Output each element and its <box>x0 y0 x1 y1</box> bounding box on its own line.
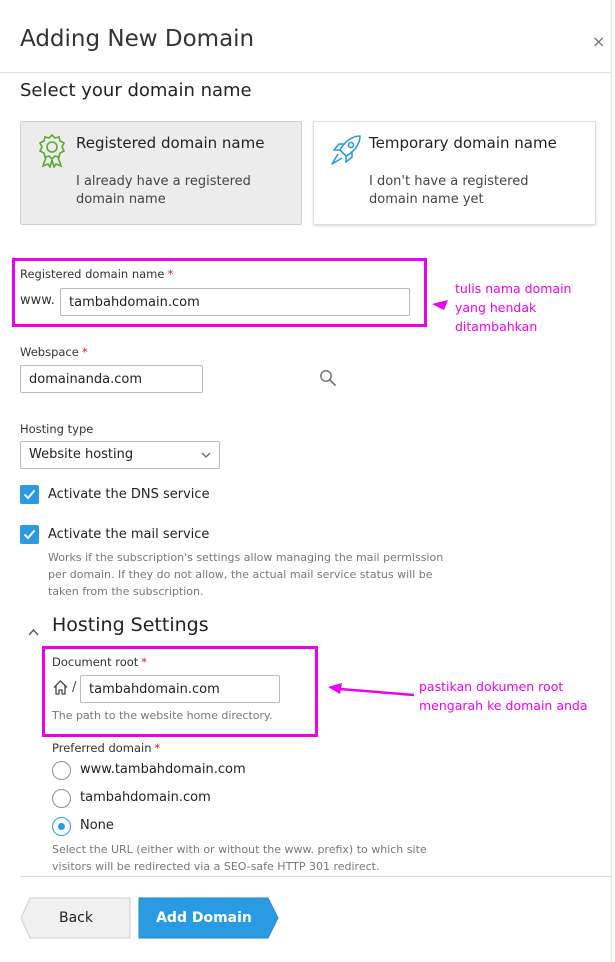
preferred-domain-label: Preferred domain * <box>52 741 161 755</box>
back-button[interactable]: Back <box>59 910 93 926</box>
search-icon[interactable] <box>319 369 337 391</box>
required-marker: * <box>167 267 174 281</box>
rocket-icon <box>330 134 362 170</box>
preferred-domain-radio-bare[interactable] <box>52 789 71 808</box>
badge-icon <box>38 134 66 172</box>
preferred-domain-hint: Select the URL (either with or without the www. prefix) to which site visitors will be redirected via a SEO-safe HTTP 301 redirect. <box>52 843 427 873</box>
www-prefix: www. <box>20 293 55 308</box>
hosting-type-select[interactable] <box>20 441 220 469</box>
preferred-domain-option-label: tambahdomain.com <box>80 790 211 805</box>
registered-domain-label: Registered domain name * <box>20 267 174 281</box>
annotation-arrow-icon <box>326 682 416 698</box>
footer-divider <box>20 876 612 877</box>
webspace-label: Webspace * <box>20 345 88 359</box>
close-icon[interactable]: × <box>592 32 606 51</box>
registered-domain-description: I already have a registered domain name <box>76 174 251 207</box>
chevron-down-icon <box>201 444 211 470</box>
hosting-settings-title: Hosting Settings <box>52 614 209 636</box>
required-marker: * <box>81 345 88 359</box>
preferred-domain-option-label: None <box>80 818 114 833</box>
required-marker: * <box>141 655 148 669</box>
temporary-domain-description: I don't have a registered domain name yet <box>369 174 529 207</box>
webspace-input[interactable] <box>20 365 203 393</box>
dns-service-label: Activate the DNS service <box>48 487 210 502</box>
add-domain-button[interactable]: Add Domain <box>156 910 252 926</box>
temporary-domain-card[interactable] <box>313 121 596 225</box>
annotation-root-note: pastikan dokumen root mengarah ke domain anda <box>419 679 588 713</box>
chevron-up-icon[interactable] <box>28 621 39 640</box>
mail-service-label: Activate the mail service <box>48 527 210 542</box>
dialog-right-border <box>611 0 612 962</box>
preferred-domain-radio-www[interactable] <box>52 761 71 780</box>
preferred-domain-option-label: www.tambahdomain.com <box>80 762 246 777</box>
annotation-arrow-icon <box>430 298 450 312</box>
section-title-domain: Select your domain name <box>20 80 252 101</box>
document-root-input[interactable] <box>80 675 280 703</box>
temporary-domain-title: Temporary domain name <box>369 134 557 152</box>
preferred-domain-radio-none[interactable] <box>52 817 71 836</box>
mail-service-hint: Works if the subscription's settings allow managing the mail permission per domain. If they do not allow, the actual mail service status will be taken from the subscription. <box>48 551 444 598</box>
dialog-title: Adding New Domain <box>20 26 255 52</box>
document-root-hint: The path to the website home directory. <box>52 709 273 722</box>
required-marker: * <box>154 741 161 755</box>
mail-service-checkbox[interactable] <box>20 525 39 544</box>
registered-domain-title: Registered domain name <box>76 134 265 152</box>
registered-domain-input[interactable] <box>60 288 410 316</box>
registered-domain-card[interactable] <box>20 121 302 225</box>
annotation-domain-note: tulis nama domain yang hendak ditambahkan <box>455 281 572 334</box>
hosting-type-label: Hosting type <box>20 422 94 436</box>
dns-service-checkbox[interactable] <box>20 485 39 504</box>
hosting-type-value: Website hosting <box>29 447 134 462</box>
header-divider <box>0 72 612 73</box>
path-separator: / <box>72 680 77 695</box>
document-root-label: Document root * <box>52 655 148 669</box>
home-icon <box>52 679 69 700</box>
